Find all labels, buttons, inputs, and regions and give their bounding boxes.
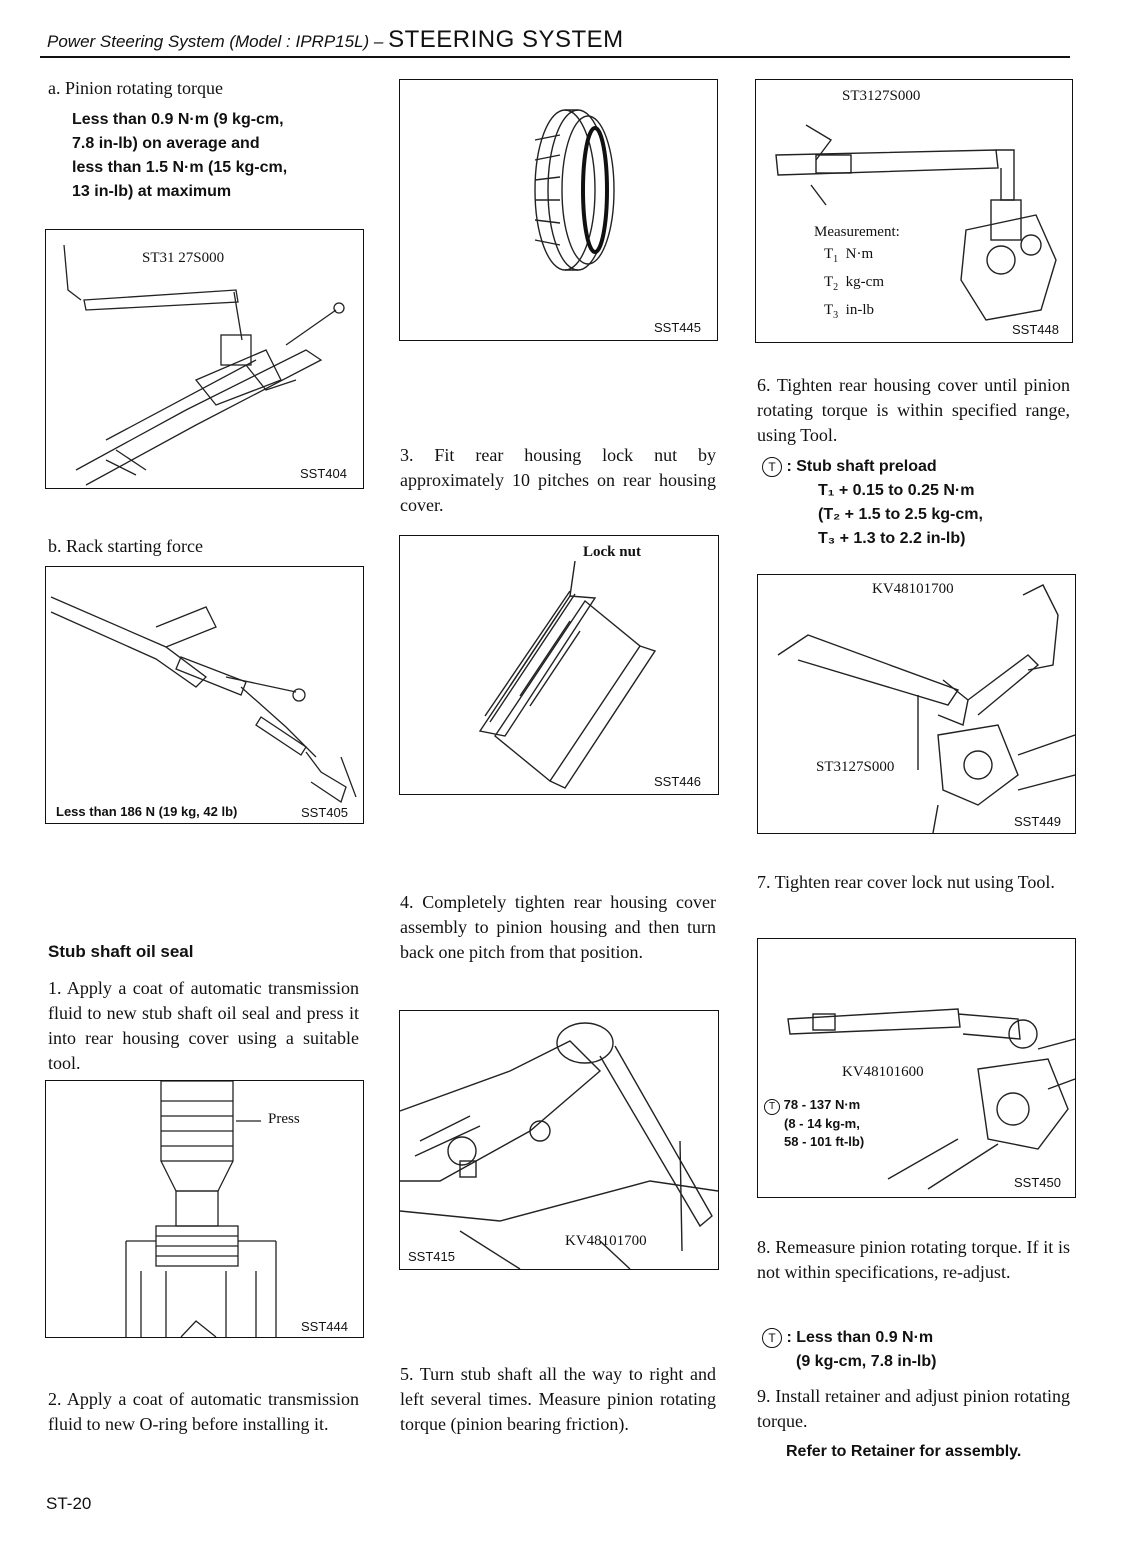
step-1-text: 1. Apply a coat of automatic transmission fluid to new stub shaft oil seal and press it into rear housing cover using a suitable tool. bbox=[48, 978, 359, 1073]
figure-code: SST445 bbox=[654, 320, 701, 335]
torque-measurement-illustration bbox=[756, 80, 1072, 342]
preload-wrench-illustration bbox=[758, 575, 1075, 833]
preload-values: T₁ + 0.15 to 0.25 N·m (T₂ + 1.5 to 2.5 kg-cm, T₃ + 1.3 to 2.2 in-lb) bbox=[818, 482, 983, 547]
tool-label: ST31 27S000 bbox=[142, 250, 225, 266]
figure-sst448 bbox=[755, 79, 1073, 343]
tool-label: KV48101700 bbox=[565, 1233, 647, 1249]
press-label: Press bbox=[268, 1111, 300, 1127]
step-9-note: Refer to Retainer for assembly. bbox=[786, 1443, 1022, 1460]
step-9-text: 9. Install retainer and adjust pinion rotating torque. bbox=[757, 1386, 1070, 1431]
page-header bbox=[47, 26, 624, 54]
steering-gear-wrench-illustration bbox=[46, 230, 363, 488]
figure-code: SST449 bbox=[1014, 814, 1061, 829]
measurement-legend bbox=[814, 221, 900, 327]
preload-label-row: T : Stub shaft preload bbox=[762, 455, 983, 479]
torque-spec: T 78 - 137 N·m (8 - 14 kg-m, 58 - 101 ft-lb) bbox=[764, 1096, 864, 1151]
section-heading: Stub shaft oil seal bbox=[48, 942, 194, 961]
figure-code: SST444 bbox=[301, 1319, 348, 1334]
spec-line: 7.8 in-lb) on average and bbox=[72, 135, 260, 152]
torque-icon: T bbox=[762, 457, 782, 477]
figure-code: SST446 bbox=[654, 774, 701, 789]
lock-nut-illustration bbox=[400, 536, 718, 794]
header-subtitle: Power Steering System (Model : IPRP15L) – bbox=[47, 32, 384, 51]
t3-row: $T_3$ in-lb bbox=[824, 302, 875, 321]
rack-force-gauge-illustration bbox=[46, 567, 363, 823]
housing-cover-illustration bbox=[400, 80, 717, 340]
measurement-title: Measurement: bbox=[814, 224, 900, 240]
preload-spec bbox=[762, 455, 983, 551]
force-caption: Less than 186 N (19 kg, 42 lb) bbox=[56, 804, 238, 819]
figure-sst445 bbox=[399, 79, 718, 341]
spec-line: Less than 0.9 N·m (9 kg-cm, bbox=[72, 111, 284, 128]
page-number: ST-20 bbox=[46, 1494, 92, 1513]
torque-icon: T bbox=[762, 1328, 782, 1348]
step-3-text: 3. Fit rear housing lock nut by approximately 10 pitches on rear housing cover. bbox=[400, 445, 716, 515]
figure-code: SST405 bbox=[301, 805, 348, 820]
step-5-text: 5. Turn stub shaft all the way to right and left several times. Measure pinion rotating torque (pinion bearing friction). bbox=[400, 1364, 716, 1434]
header-rule bbox=[40, 56, 1070, 58]
figure-code: SST448 bbox=[1012, 322, 1059, 337]
tool-label: KV48101600 bbox=[842, 1064, 924, 1080]
figure-sst446 bbox=[399, 535, 719, 795]
step-6-text: 6. Tighten rear housing cover until pinion rotating torque is within specified range, using Tool. bbox=[757, 375, 1070, 445]
step-a-title: a. Pinion rotating torque bbox=[48, 78, 223, 98]
spec-row: T : Less than 0.9 N·m bbox=[762, 1326, 936, 1350]
figure-sst405 bbox=[45, 566, 364, 824]
spec-line: less than 1.5 N·m (15 kg-cm, bbox=[72, 159, 288, 176]
step-2-text: 2. Apply a coat of automatic transmission fluid to new O-ring before installing it. bbox=[48, 1389, 359, 1434]
t1-row: $T_1$ N·m bbox=[824, 246, 874, 265]
torque-icon: T bbox=[764, 1099, 780, 1115]
lock-nut-wrench-illustration bbox=[400, 1011, 718, 1269]
header-title: STEERING SYSTEM bbox=[388, 26, 624, 53]
figure-sst444 bbox=[45, 1080, 364, 1338]
tool-label: ST3127S000 bbox=[842, 88, 921, 104]
figure-sst450 bbox=[757, 938, 1076, 1198]
tool-label-bottom: ST3127S000 bbox=[816, 759, 895, 775]
step-b-title: b. Rack starting force bbox=[48, 536, 203, 556]
step-8-spec: T : Less than 0.9 N·m (9 kg-cm, 7.8 in-lb) bbox=[762, 1326, 936, 1374]
step-4-text: 4. Completely tighten rear housing cover assembly to pinion housing and then turn back one pitch from that position. bbox=[400, 892, 716, 962]
step-a-spec bbox=[72, 108, 287, 204]
step-7-text: 7. Tighten rear cover lock nut using Tool. bbox=[757, 872, 1055, 892]
torque-row: T 78 - 137 N·m bbox=[764, 1096, 864, 1115]
figure-code: SST404 bbox=[300, 466, 347, 481]
spec-line: 13 in-lb) at maximum bbox=[72, 183, 232, 200]
t2-row: $T_2$ kg-cm bbox=[824, 274, 884, 293]
figure-sst449 bbox=[757, 574, 1076, 834]
figure-sst415 bbox=[399, 1010, 719, 1270]
figure-sst404 bbox=[45, 229, 364, 489]
figure-code: SST450 bbox=[1014, 1175, 1061, 1190]
tool-label-top: KV48101700 bbox=[872, 581, 954, 597]
figure-code: SST415 bbox=[408, 1249, 455, 1264]
seal-press-illustration bbox=[46, 1081, 363, 1337]
lock-nut-label: Lock nut bbox=[583, 544, 641, 560]
step-8-text: 8. Remeasure pinion rotating torque. If it is not within specifications, re-adjust. bbox=[757, 1237, 1070, 1282]
